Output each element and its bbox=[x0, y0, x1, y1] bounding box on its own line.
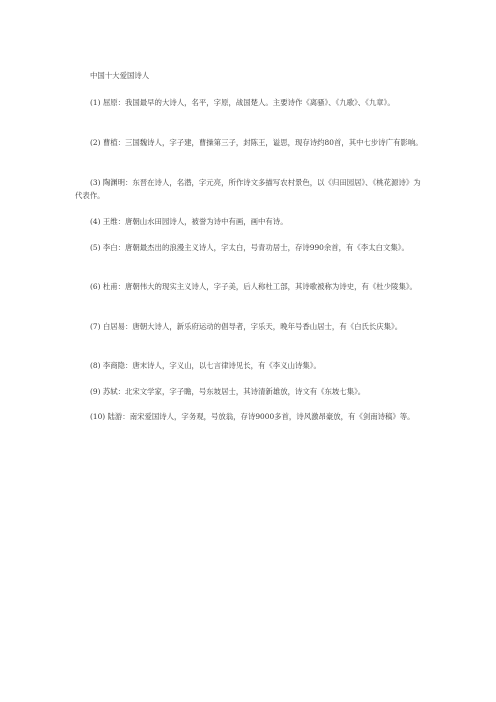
paragraph-su-shi: (9) 苏轼：北宋文学家，字子瞻，号东坡居士，其诗清新雄放，诗文有《东坡七集》。 bbox=[90, 387, 366, 396]
paragraph-lu-you: (10) 陆游：南宋爱国诗人，字务观，号放翁，存诗9000多首，诗风激昂豪放，有《剑南诗稿》等。 bbox=[90, 412, 415, 421]
paragraph-tao-yuanming: (3) 陶渊明：东晋在诗人，名潜，字元亮，所作诗文多描写农村景色，以《归田园居》、《桃花源诗》为代表作。 bbox=[75, 178, 421, 200]
paragraph-qu-yuan: (1) 屈原：我国最早的大诗人，名平，字原，战国楚人。主要诗作《离骚》、《九歌》、《九章》。 bbox=[90, 98, 395, 107]
paragraph-wang-wei: (4) 王维：唐朝山水田园诗人，被誉为诗中有画，画中有诗。 bbox=[90, 217, 288, 226]
paragraph-cao-zhi: (2) 曹植：三国魏诗人，字子建，曹操第三子，封陈王，谥思，现存诗约80首，其中七步诗广有影响。 bbox=[90, 138, 423, 147]
paragraph-du-fu: (6) 杜甫：唐朝伟大的现实主义诗人，字子美，后人称杜工部，其诗歌被称为诗史，有《杜少陵集》。 bbox=[90, 282, 417, 291]
paragraph-li-bai: (5) 李白：唐朝最杰出的浪漫主义诗人，字太白，号青功居士，存诗990余首，有《李太白文集》。 bbox=[90, 243, 409, 252]
document-title: 中国十大爱国诗人 bbox=[90, 71, 150, 80]
paragraph-li-shangyin: (8) 李商隐：唐末诗人，字义山，以七言律诗见长，有《李义山诗集》。 bbox=[90, 361, 321, 370]
paragraph-bai-juyi: (7) 白居易：唐朝大诗人，新乐府运动的倡导者，字乐天，晚年号香山居士，有《白氏长庆集》。 bbox=[90, 322, 403, 331]
